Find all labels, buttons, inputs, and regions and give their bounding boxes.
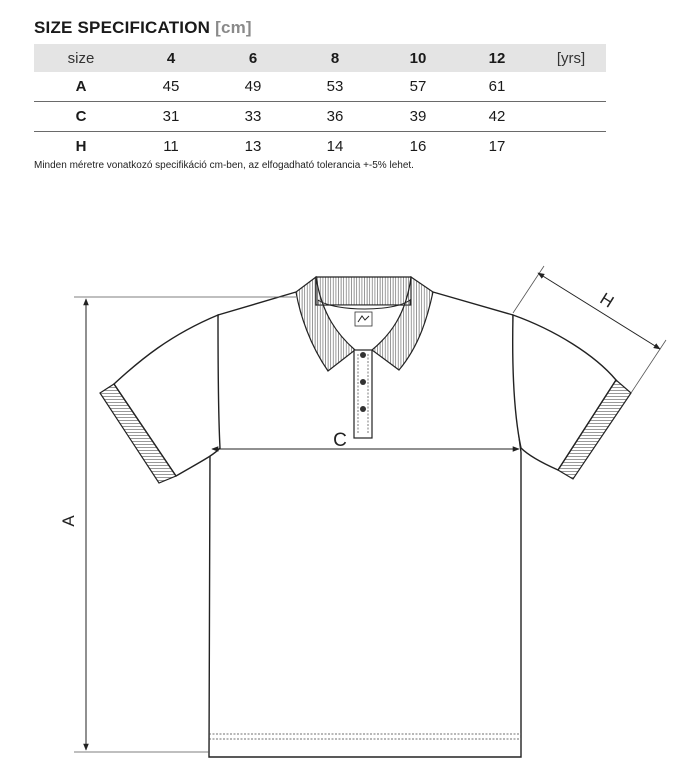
unit-header-label: [yrs] xyxy=(556,49,586,67)
sleeve-label: H xyxy=(596,289,618,312)
size-header-cell: 10 xyxy=(409,49,427,67)
size-header-cell: 8 xyxy=(330,49,340,67)
table-cell: 13 xyxy=(244,138,262,155)
table-cell: 17 xyxy=(488,138,506,155)
chest-label: C xyxy=(333,430,347,451)
shirt-body xyxy=(209,452,521,757)
tolerance-note: Minden méretre vonatkozó specifikáció cm-ben, az elfogadható tolerancia +-5% lehet. xyxy=(34,160,414,171)
sleeve-guide-top xyxy=(513,266,544,313)
table-cell: 31 xyxy=(162,108,180,125)
button-icon xyxy=(360,352,366,358)
button-icon xyxy=(360,379,366,385)
size-header-label: size xyxy=(67,49,95,67)
spec-title-main: SIZE SPECIFICATION xyxy=(34,18,211,37)
brand-label xyxy=(355,312,372,326)
spec-title-unit: [cm] xyxy=(215,18,252,37)
table-cell: 57 xyxy=(409,78,427,95)
button-icon xyxy=(360,406,366,412)
right-sleeve xyxy=(513,315,616,470)
size-header-cell: 6 xyxy=(248,49,258,67)
collar-back-band xyxy=(316,277,411,305)
row-label: H xyxy=(75,138,87,155)
size-header-cell: 12 xyxy=(488,49,506,67)
table-cell: 42 xyxy=(488,108,506,125)
table-cell: 36 xyxy=(326,108,344,125)
table-cell: 11 xyxy=(163,138,179,155)
table-cell: 16 xyxy=(409,138,427,155)
table-cell: 14 xyxy=(326,138,344,155)
length-label: A xyxy=(59,515,78,527)
table-cell: 33 xyxy=(244,108,262,125)
placket xyxy=(354,350,372,438)
sleeve-guide-bottom xyxy=(631,340,666,393)
table-cell: 53 xyxy=(326,78,344,95)
size-header-cell: 4 xyxy=(166,49,176,67)
left-sleeve xyxy=(114,315,220,476)
table-cell: 45 xyxy=(162,78,180,95)
table-cell: 49 xyxy=(244,78,262,95)
row-label: C xyxy=(75,108,87,125)
row-label: A xyxy=(75,78,87,95)
table-cell: 61 xyxy=(488,78,506,95)
table-cell: 39 xyxy=(409,108,427,125)
